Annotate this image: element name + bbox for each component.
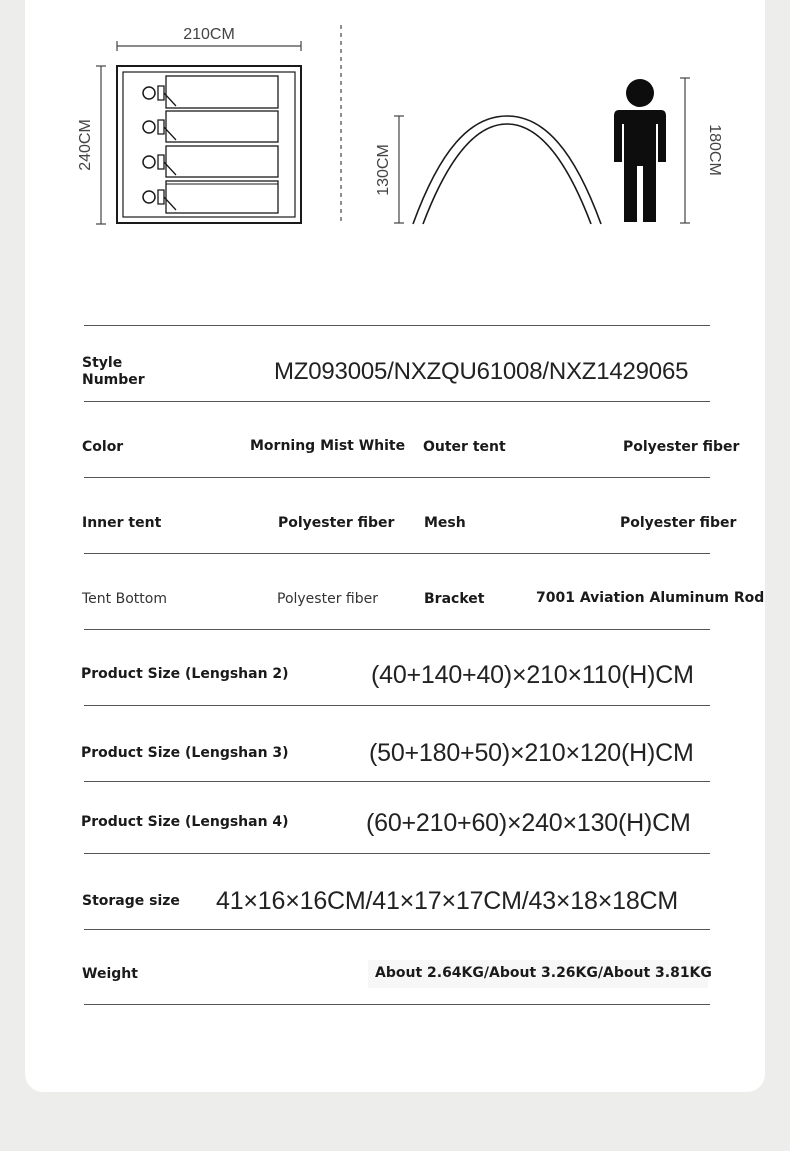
sleeping-bag [143, 111, 278, 142]
sleeping-bag [143, 181, 278, 213]
floor-plan [117, 66, 301, 223]
tent-bottom-value: Polyester fiber [277, 591, 378, 607]
table-divider [84, 781, 710, 782]
width-label: 210CM [183, 26, 235, 43]
sleeping-bag [143, 76, 278, 108]
mesh-label: Mesh [424, 515, 466, 531]
bracket-label: Bracket [424, 591, 485, 607]
sleeping-bag [143, 146, 278, 177]
inner-tent-label: Inner tent [82, 515, 162, 531]
size-lengshan-2-value: (40+140+40)×210×110(H)CM [371, 661, 694, 689]
tent-bottom-label: Tent Bottom [82, 591, 167, 607]
depth-dimension [77, 66, 106, 224]
outer-tent-label: Outer tent [423, 439, 506, 455]
person-icon [614, 79, 666, 222]
person-height-dimension [680, 78, 723, 223]
tent-height-label: 130CM [375, 144, 392, 196]
table-divider [84, 853, 710, 854]
table-divider [84, 1004, 710, 1005]
size-lengshan-4-value: (60+210+60)×240×130(H)CM [366, 809, 691, 837]
tent-height-dimension [375, 116, 404, 223]
weight-label: Weight [82, 966, 138, 982]
person-height-label: 180CM [706, 124, 723, 176]
color-label: Color [82, 439, 124, 455]
style-number-label-line1: Style [82, 355, 123, 371]
table-divider [84, 629, 710, 630]
mesh-value: Polyester fiber [620, 515, 737, 531]
storage-size-label: Storage size [82, 893, 180, 909]
depth-label: 240CM [77, 119, 94, 171]
tent-dimension-diagram [0, 0, 790, 260]
tent-side-view [413, 116, 601, 224]
storage-size-value: 41×16×16CM/41×17×17CM/43×18×18CM [216, 887, 678, 915]
outer-tent-value: Polyester fiber [623, 439, 740, 455]
table-divider [84, 553, 710, 554]
inner-tent-value: Polyester fiber [278, 515, 395, 531]
style-number-value: MZ093005/NXZQU61008/NXZ1429065 [274, 358, 689, 385]
table-divider [84, 705, 710, 706]
table-divider [84, 929, 710, 930]
size-lengshan-2-label: Product Size (Lengshan 2) [81, 666, 289, 682]
color-value: Morning Mist White [250, 438, 406, 454]
size-lengshan-4-label: Product Size (Lengshan 4) [81, 814, 289, 830]
weight-value: About 2.64KG/About 3.26KG/About 3.81KG [375, 965, 712, 981]
table-divider [84, 401, 710, 402]
style-number-label-line2: Number [82, 372, 145, 388]
table-divider [84, 325, 710, 326]
table-divider [84, 477, 710, 478]
size-lengshan-3-value: (50+180+50)×210×120(H)CM [369, 739, 694, 767]
size-lengshan-3-label: Product Size (Lengshan 3) [81, 745, 289, 761]
bracket-value: 7001 Aviation Aluminum Rod [536, 590, 765, 606]
width-dimension [117, 26, 301, 51]
